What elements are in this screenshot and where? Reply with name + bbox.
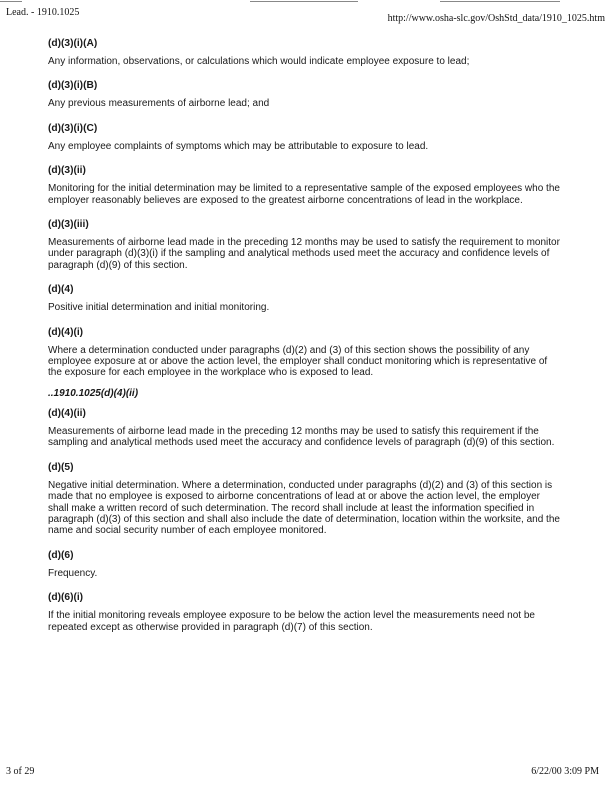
section-text: Any information, observations, or calculations which would indicate employee exposure to lead; <box>48 56 470 67</box>
section-d4ii <box>48 408 563 449</box>
section-heading: (d)(4)(i) <box>48 326 84 338</box>
section-heading: (d)(4)(ii) <box>48 407 86 419</box>
top-rule-right <box>440 1 560 2</box>
section-text: Positive initial determination and initial monitoring. <box>48 302 270 314</box>
section-text: Frequency. <box>48 567 98 579</box>
section-text: Any previous measurements of airborne lead; and <box>48 98 270 110</box>
section-heading: (d)(3)(iii) <box>48 219 89 231</box>
section-text: Where a determination conducted under paragraphs (d)(2) and (3) of this section shows the possibility of any employee exposure at or above the action level, the employer shall conduct monitoring which is representative of the exposure for each employee in the workplace who is exposed to lead. <box>48 344 548 379</box>
section-text: Any employee complaints of symptoms which may be attributable to exposure to lead. <box>48 140 429 152</box>
section-text: Negative initial determination. Where a determination, conducted under paragraphs (d)(2) and (3) of this section is made that no employee is exposed to airborne concentrations of lead at or above the action level, the employer shall make a written record of such determination. The record shall include at least the information specified in paragraph (d)(3) of this section and shall also include the date of determination, location within the worksite, and the name and social security number of each employee monitored. <box>48 479 560 537</box>
section-heading: (d)(5) <box>48 461 74 473</box>
section-d4i <box>48 327 563 379</box>
section-heading: (d)(3)(i)(C) <box>48 122 98 134</box>
section-d5 <box>48 462 563 537</box>
section-d6 <box>48 550 563 579</box>
section-d3iA <box>48 38 563 67</box>
section-text: Monitoring for the initial determination may be limited to a representative sample of the exposed employees who the employer reasonably believes are exposed to the greatest airborne concentrations of lead in the workplace. <box>48 183 560 206</box>
section-d3iC <box>48 123 563 152</box>
section-d3iB <box>48 80 563 109</box>
document-body <box>48 38 563 646</box>
page-header-url: http://www.osha-slc.gov/OshStd_data/1910_1025.htm <box>387 13 605 24</box>
section-heading: (d)(6)(i) <box>48 592 84 604</box>
page-count: 3 of 29 <box>6 766 35 777</box>
section-text: If the initial monitoring reveals employee exposure to be below the action level the measurements need not be repeated except as otherwise provided in paragraph (d)(7) of this section. <box>48 610 535 633</box>
section-heading: (d)(3)(ii) <box>48 165 86 177</box>
paragraph-marker: ..1910.1025(d)(4)(ii) <box>48 387 139 399</box>
section-d6i <box>48 592 563 633</box>
section-heading: (d)(3)(i)(A) <box>48 38 98 49</box>
section-d3ii <box>48 165 563 206</box>
top-rule-left <box>0 1 22 2</box>
page-header-title: Lead. - 1910.1025 <box>6 7 80 18</box>
section-d4 <box>48 284 563 313</box>
section-text: Measurements of airborne lead made in the preceding 12 months may be used to satisfy this requirement if the sampling and analytical methods used meet the accuracy and confidence levels of paragraph (d)(9) of this section. <box>48 425 555 449</box>
section-heading: (d)(3)(i)(B) <box>48 80 98 92</box>
section-heading: (d)(6) <box>48 549 74 561</box>
section-d3iii <box>48 219 563 271</box>
print-timestamp: 6/22/00 3:09 PM <box>531 766 599 777</box>
top-rule-mid <box>250 1 358 2</box>
section-text: Measurements of airborne lead made in the preceding 12 months may be used to satisfy the requirement to monitor under paragraph (d)(3)(i) if the sampling and analytical methods used meet the accuracy and confidence levels of paragraph (d)(9) of this section. <box>48 237 560 271</box>
section-heading: (d)(4) <box>48 284 74 296</box>
